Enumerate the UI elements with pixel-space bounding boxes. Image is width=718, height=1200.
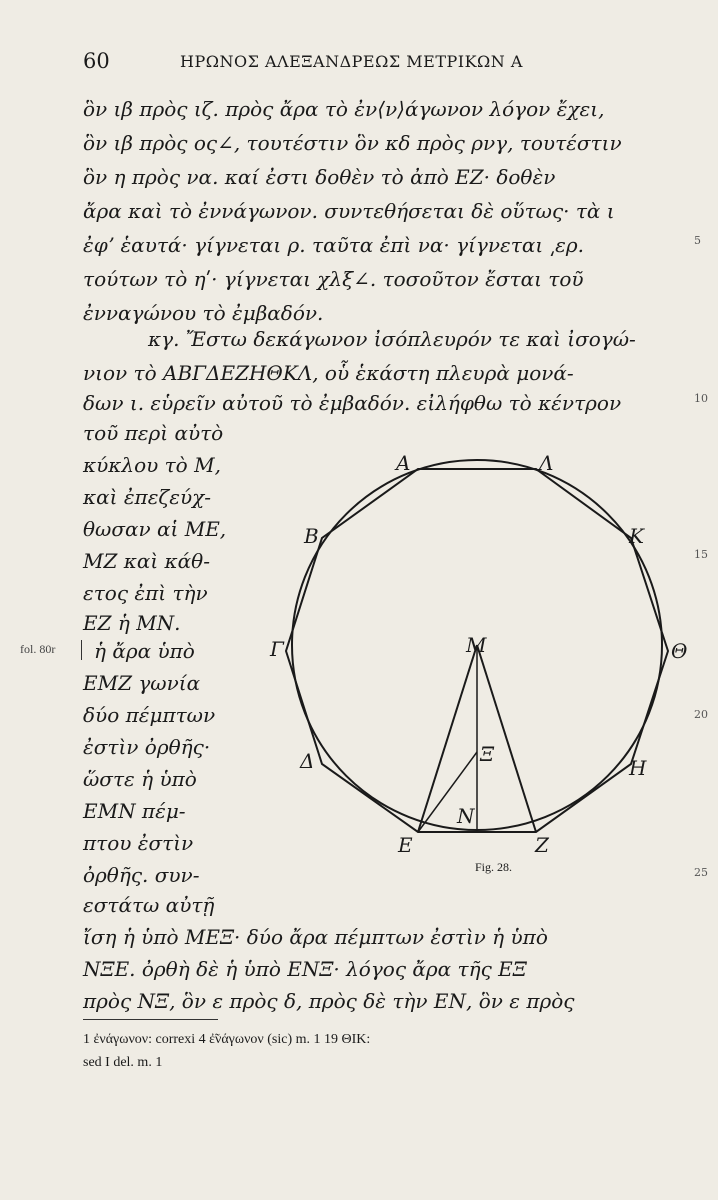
label-Delta: Δ xyxy=(300,749,315,773)
text-line: κγ. Ἔστω δεκάγωνον ἰσόπλευρόν τε καὶ ἰσογώ- xyxy=(148,327,636,351)
text-line: ΕΖ ἡ ΜΝ. xyxy=(83,611,181,635)
text-line: τούτων τὸ ηʹ· γίγνεται χλξ∠. τοσοῦτον ἔσται τοῦ xyxy=(83,267,584,291)
text-line: πρὸς ΝΞ, ὃν ε πρὸς δ, πρὸς δὲ τὴν ΕΝ, ὃν ε πρὸς xyxy=(83,989,575,1013)
text-line: ὥστε ἡ ὑπὸ xyxy=(83,767,197,791)
text-line: ἐφʼ ἑαυτά· γίγνεται ρ. ταῦτα ἐπὶ να· γίγνεται ͵ερ. xyxy=(83,233,584,257)
text-line: ἄρα καὶ τὸ ἐννάγωνον. συντεθήσεται δὲ οὕτως· τὰ ι xyxy=(83,199,615,223)
margin-line-number: 20 xyxy=(694,708,708,721)
text-line: πτου ἐστὶν xyxy=(83,831,194,855)
label-Gamma: Γ xyxy=(270,637,284,661)
text-line: ετος ἐπὶ τὴν xyxy=(83,581,208,605)
margin-line-number: 15 xyxy=(694,548,708,561)
footnote-rule xyxy=(83,1019,218,1020)
label-Theta: Θ xyxy=(671,639,688,663)
margin-line-number: 25 xyxy=(694,866,708,879)
text-line: ὃν ιβ πρὸς ιζ. πρὸς ἄρα τὸ ἐν⟨ν⟩άγωνον λόγον ἔχει, xyxy=(83,97,605,121)
text-line: ΕΜΝ πέμ- xyxy=(83,799,186,823)
text-line: ὃν η πρὸς να. καί ἐστι δοθὲν τὸ ἀπὸ ΕΖ· δοθὲν xyxy=(83,165,556,189)
margin-line-number: 10 xyxy=(694,392,708,405)
label-N: Ν xyxy=(457,804,475,828)
label-B: Β xyxy=(304,524,319,548)
footnote-line: 1 ἐνάγωνον: correxi 4 ἐ̃νάγωνον (sic) m. 1 19 ΘΙΚ: xyxy=(83,1032,371,1047)
text-line: κύκλου τὸ Μ, xyxy=(83,453,221,477)
text-line: εστάτω αὐτῇ xyxy=(83,893,215,917)
page-number: 60 xyxy=(83,49,110,73)
label-E: Ε xyxy=(398,833,413,857)
label-Z: Ζ xyxy=(535,833,549,857)
text-line: καὶ ἐπεζεύχ- xyxy=(83,485,212,509)
text-line: νιον τὸ ΑΒΓΔΕΖΗΘΚΛ, οὗ ἑκάστη πλευρὰ μονά- xyxy=(83,361,574,385)
margin-line-number: 5 xyxy=(694,234,701,247)
footnote-line: sed Ι del. m. 1 xyxy=(83,1055,163,1070)
label-L: Λ xyxy=(539,451,554,475)
text-line: ἐνναγώνου τὸ ἐμβαδόν. xyxy=(83,301,324,325)
label-M: Μ xyxy=(466,633,487,657)
label-H: Η xyxy=(629,756,647,780)
text-line: ἡ ἄρα ὑπὸ xyxy=(94,639,195,663)
text-line: ΕΜΖ γωνία xyxy=(83,671,201,695)
folio-note: fol. 80r xyxy=(20,642,56,656)
text-line: ἐστὶν ὀρθῆς· xyxy=(83,735,211,759)
text-line: ἴση ἡ ὑπὸ ΜΕΞ· δύο ἄρα πέμπτων ἐστὶν ἡ ὑπὸ xyxy=(83,925,548,949)
figure-caption: Fig. 28. xyxy=(475,860,513,874)
text-line: δων ι. εὑρεῖν αὐτοῦ τὸ ἐμβαδόν. εἰλήφθω τὸ κέντρον xyxy=(83,391,622,415)
text-line: ΝΞΕ. ὀρθὴ δὲ ἡ ὑπὸ ΕΝΞ· λόγος ἄρα τῆς ΕΞ xyxy=(83,957,527,981)
line-MZ xyxy=(477,645,536,832)
label-Xi: Ξ xyxy=(480,742,495,766)
text-line: ΜΖ καὶ κάθ- xyxy=(83,549,210,573)
label-A: Α xyxy=(396,451,411,475)
text-line: θωσαν αἱ ΜΕ, xyxy=(83,517,227,541)
text-line: τοῦ περὶ αὐτὸ xyxy=(83,421,224,445)
text-line: ὃν ιβ πρὸς ος∠, τουτέστιν ὃν κδ πρὸς ρνγ, τουτέστιν xyxy=(83,131,622,155)
running-title: ΗΡΩΝΟΣ ΑΛΕΞΑΝΔΡΕΩΣ ΜΕΤΡΙΚΩΝ Α xyxy=(180,52,523,71)
text-line: δύο πέμπτων xyxy=(83,703,216,727)
label-K: Κ xyxy=(629,524,644,548)
text-line: ὀρθῆς. συν- xyxy=(83,863,200,887)
